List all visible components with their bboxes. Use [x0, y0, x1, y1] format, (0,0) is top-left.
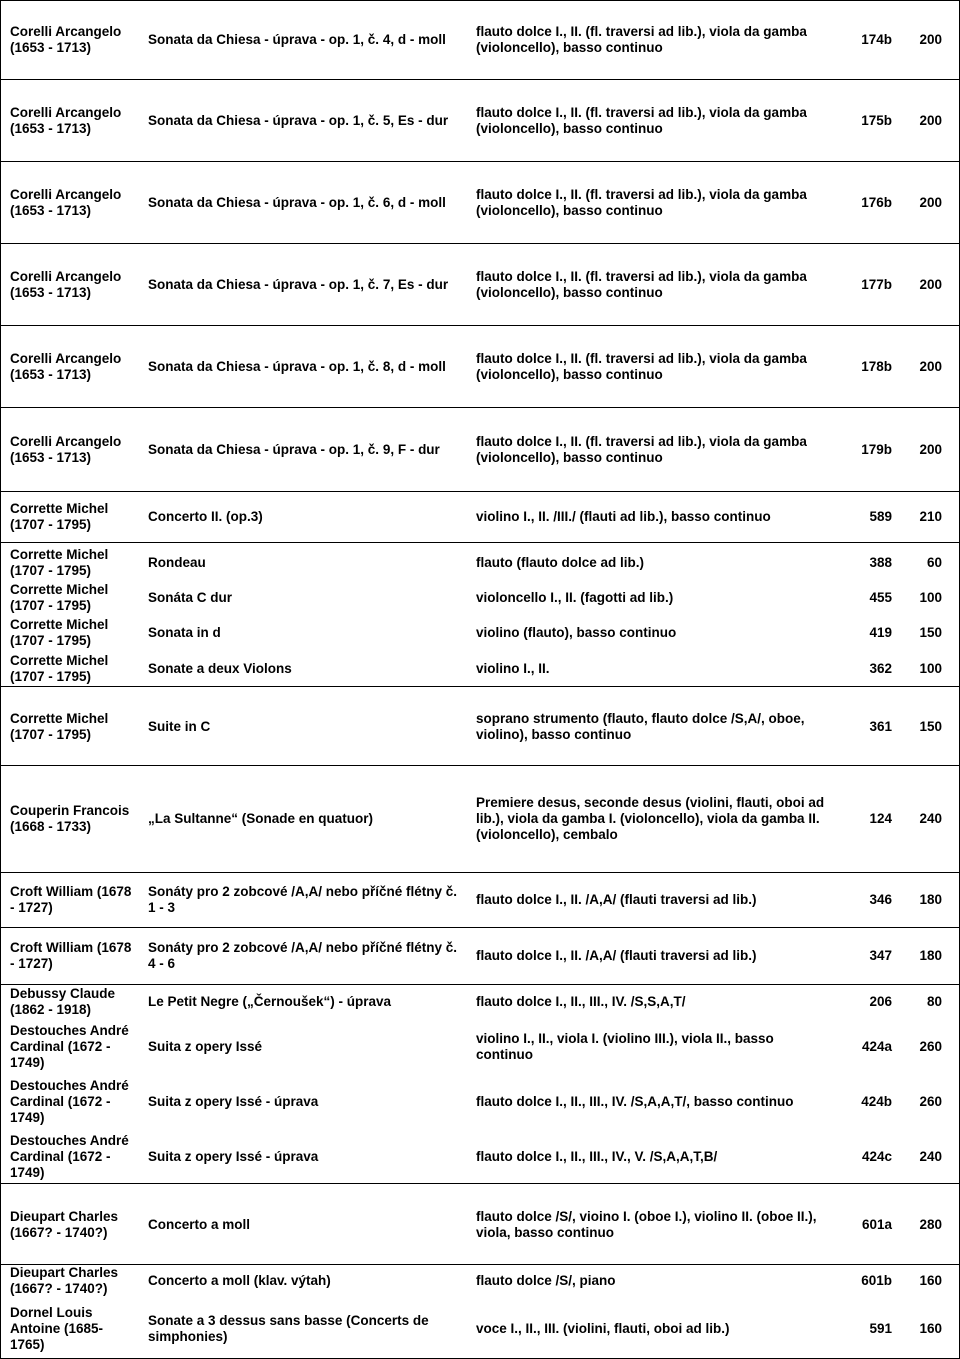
- table-row: [0, 408, 960, 491]
- table-row: [0, 326, 960, 407]
- duration-cell: [898, 1020, 942, 1074]
- catalog-number-cell-text: 176b: [861, 194, 892, 210]
- composer-cell-text: Corrette Michel (1707 - 1795): [10, 547, 109, 578]
- composer-cell-text: Corelli Arcangelo (1653 - 1713): [10, 23, 122, 55]
- table-row: [0, 651, 960, 686]
- instruments-cell: [476, 1185, 826, 1264]
- title-cell-text: Sonata da Chiesa - úprava - op. 1, č. 9, F - dur: [148, 441, 440, 457]
- duration-cell-text: 150: [919, 625, 942, 640]
- instruments-cell-text: flauto dolce I., II. (fl. traversi ad lib.), viola da gamba (violoncello), basso continuo: [476, 433, 807, 465]
- instruments-cell-text: violino I., II.: [476, 660, 550, 676]
- catalog-number-cell-text: 424c: [861, 1148, 892, 1164]
- table-row: [0, 1075, 960, 1129]
- catalog-number-cell-text: 179b: [861, 441, 892, 457]
- title-cell-text: Le Petit Negre („Černoušek“) - úprava: [148, 994, 392, 1009]
- composer-cell: [10, 581, 138, 615]
- catalog-number-cell: [820, 408, 892, 491]
- instruments-cell: [476, 0, 826, 79]
- composer-cell-text: Corelli Arcangelo (1653 - 1713): [10, 268, 122, 300]
- duration-cell: [898, 766, 942, 872]
- table-left-border: [0, 0, 1, 1359]
- duration-cell: [898, 651, 942, 686]
- duration-cell-text: 80: [926, 994, 942, 1009]
- duration-cell-text: 260: [919, 1039, 942, 1054]
- duration-cell-text: 180: [919, 892, 942, 907]
- instruments-cell: [476, 1020, 826, 1074]
- catalog-number-cell-text: 347: [869, 948, 892, 963]
- composer-cell: [10, 162, 138, 243]
- instruments-cell: [476, 326, 826, 407]
- instruments-cell: [476, 873, 826, 927]
- catalog-number-cell: [820, 688, 892, 765]
- title-cell: [148, 766, 466, 872]
- title-cell: [148, 0, 466, 79]
- title-cell: [148, 616, 466, 650]
- catalog-number-cell: [820, 651, 892, 686]
- title-cell: [148, 581, 466, 615]
- title-cell-text: Sonata da Chiesa - úprava - op. 1, č. 7, Es - dur: [148, 276, 449, 292]
- instruments-cell-text: violino I., II., viola I. (violino III.), viola II., basso continuo: [476, 1031, 774, 1062]
- title-cell: [148, 688, 466, 765]
- composer-cell-text: Corelli Arcangelo (1653 - 1713): [10, 350, 122, 382]
- instruments-cell: [476, 244, 826, 325]
- duration-cell-text: 240: [919, 1148, 942, 1164]
- catalog-number-cell-text: 455: [869, 590, 892, 605]
- instruments-cell: [476, 985, 826, 1019]
- table-row: [0, 766, 960, 872]
- duration-cell: [898, 688, 942, 765]
- duration-cell: [898, 873, 942, 927]
- title-cell-text: Suita z opery Issé: [148, 1039, 263, 1054]
- duration-cell-text: 240: [919, 811, 942, 826]
- row-divider: [0, 686, 960, 687]
- duration-cell: [898, 928, 942, 984]
- instruments-cell: [476, 581, 826, 615]
- table-row: [0, 928, 960, 984]
- catalog-number-cell: [820, 1130, 892, 1183]
- catalog-number-cell: [820, 985, 892, 1019]
- instruments-cell: [476, 688, 826, 765]
- catalog-number-cell-text: 601b: [861, 1273, 892, 1288]
- instruments-cell: [476, 1075, 826, 1129]
- title-cell-text: Sonate a 3 dessus sans basse (Concerts de simphonies): [148, 1312, 429, 1344]
- table-row: [0, 80, 960, 161]
- title-cell-text: Sonata da Chiesa - úprava - op. 1, č. 6, d - moll: [148, 194, 446, 210]
- composer-cell: [10, 80, 138, 161]
- catalog-number-cell: [820, 873, 892, 927]
- row-divider: [0, 1183, 960, 1184]
- composer-cell-text: Dieupart Charles (1667? - 1740?): [10, 1265, 119, 1296]
- instruments-cell-text: flauto dolce I., II. (fl. traversi ad lib.), viola da gamba (violoncello), basso continuo: [476, 268, 807, 300]
- title-cell-text: Sonata in d: [148, 625, 221, 640]
- duration-cell: [898, 162, 942, 243]
- title-cell: [148, 1185, 466, 1264]
- catalog-number-cell: [820, 1020, 892, 1074]
- title-cell-text: Sonáty pro 2 zobcové /A,A/ nebo příčné flétny č. 1 - 3: [148, 884, 458, 915]
- instruments-cell-text: flauto dolce I., II., III., IV. /S,S,A,T/: [476, 994, 686, 1009]
- duration-cell: [898, 244, 942, 325]
- catalog-number-cell-text: 346: [869, 892, 892, 907]
- instruments-cell: [476, 1265, 826, 1297]
- table-row: [0, 688, 960, 765]
- title-cell-text: Suita z opery Issé - úprava: [148, 1094, 319, 1109]
- instruments-cell-text: flauto dolce I., II. /A,A/ (flauti traversi ad lib.): [476, 948, 757, 963]
- instruments-cell-text: flauto dolce I., II. (fl. traversi ad lib.), viola da gamba (violoncello), basso continuo: [476, 186, 807, 218]
- duration-cell-text: 150: [919, 718, 942, 734]
- duration-cell: [898, 1298, 942, 1359]
- table-row: [0, 616, 960, 650]
- instruments-cell-text: flauto dolce I., II., III., IV., V. /S,A,A,T,B/: [476, 1148, 718, 1164]
- instruments-cell: [476, 80, 826, 161]
- table-row: [0, 162, 960, 243]
- composer-cell: [10, 928, 138, 984]
- catalog-number-cell: [820, 1075, 892, 1129]
- catalog-number-cell: [820, 80, 892, 161]
- duration-cell: [898, 616, 942, 650]
- duration-cell-text: 100: [919, 660, 942, 676]
- duration-cell: [898, 1185, 942, 1264]
- instruments-cell-text: flauto dolce /S/, piano: [476, 1273, 616, 1288]
- duration-cell: [898, 0, 942, 79]
- table-row: [0, 581, 960, 615]
- instruments-cell-text: Premiere desus, seconde desus (violini, flauti, oboi ad lib.), viola da gamba I. (violoncello), viola da gamba II. (violoncello), cembalo: [476, 795, 825, 842]
- title-cell-text: Sonate a deux Violons: [148, 660, 292, 676]
- duration-cell-text: 280: [919, 1216, 942, 1232]
- catalog-number-cell: [820, 1298, 892, 1359]
- composer-cell: [10, 492, 138, 542]
- instruments-cell-text: violino I., II. /III./ (flauti ad lib.), basso continuo: [476, 509, 771, 524]
- composer-cell-text: Corelli Arcangelo (1653 - 1713): [10, 433, 122, 465]
- duration-cell-text: 200: [919, 441, 942, 457]
- title-cell: [148, 408, 466, 491]
- composer-cell-text: Dieupart Charles (1667? - 1740?): [10, 1208, 119, 1240]
- title-cell: [148, 1020, 466, 1074]
- title-cell: [148, 1298, 466, 1359]
- composer-cell: [10, 766, 138, 872]
- duration-cell: [898, 326, 942, 407]
- catalog-number-cell-text: 361: [869, 718, 892, 734]
- catalog-number-cell-text: 601a: [861, 1216, 892, 1232]
- composer-cell-text: Destouches André Cardinal (1672 - 1749): [10, 1023, 129, 1070]
- composer-cell-text: Corrette Michel (1707 - 1795): [10, 710, 109, 742]
- title-cell-text: Sonáty pro 2 zobcové /A,A/ nebo příčné flétny č. 4 - 6: [148, 940, 458, 971]
- title-cell: [148, 928, 466, 984]
- duration-cell-text: 180: [919, 948, 942, 963]
- instruments-cell-text: violino (flauto), basso continuo: [476, 625, 677, 640]
- catalog-number-cell-text: 388: [869, 555, 892, 570]
- row-divider: [0, 542, 960, 543]
- catalog-number-cell-text: 362: [869, 660, 892, 676]
- duration-cell: [898, 1075, 942, 1129]
- composer-cell: [10, 1020, 138, 1074]
- composer-cell-text: Corrette Michel (1707 - 1795): [10, 501, 109, 532]
- duration-cell-text: 200: [919, 358, 942, 374]
- composer-cell-text: Couperin Francois (1668 - 1733): [10, 803, 130, 834]
- title-cell: [148, 985, 466, 1019]
- composer-cell-text: Dornel Louis Antoine (1685- 1765): [10, 1304, 104, 1352]
- composer-cell: [10, 244, 138, 325]
- duration-cell-text: 100: [919, 590, 942, 605]
- title-cell-text: Rondeau: [148, 555, 206, 570]
- title-cell: [148, 873, 466, 927]
- composer-cell: [10, 408, 138, 491]
- composer-cell: [10, 985, 138, 1019]
- catalog-number-cell-text: 419: [869, 625, 892, 640]
- catalog-number-cell: [820, 581, 892, 615]
- duration-cell-text: 60: [926, 555, 942, 570]
- title-cell-text: Sonáta C dur: [148, 590, 233, 605]
- catalog-number-cell-text: 424a: [861, 1039, 892, 1054]
- instruments-cell: [476, 1298, 826, 1359]
- duration-cell-text: 200: [919, 31, 942, 47]
- table-row: [0, 1185, 960, 1264]
- duration-cell: [898, 80, 942, 161]
- duration-cell-text: 260: [919, 1094, 942, 1109]
- title-cell-text: Suita z opery Issé - úprava: [148, 1148, 319, 1164]
- duration-cell: [898, 546, 942, 580]
- catalog-number-cell-text: 206: [869, 994, 892, 1009]
- title-cell-text: „La Sultanne“ (Sonade en quatuor): [148, 811, 374, 826]
- instruments-cell-text: flauto dolce I., II. (fl. traversi ad lib.), viola da gamba (violoncello), basso continuo: [476, 350, 807, 382]
- composer-cell-text: Corrette Michel (1707 - 1795): [10, 582, 109, 613]
- composer-cell-text: Destouches André Cardinal (1672 - 1749): [10, 1132, 129, 1180]
- title-cell: [148, 162, 466, 243]
- duration-cell: [898, 408, 942, 491]
- title-cell-text: Sonata da Chiesa - úprava - op. 1, č. 5, Es - dur: [148, 112, 449, 128]
- duration-cell-text: 160: [919, 1320, 942, 1336]
- composer-cell-text: Croft William (1678 - 1727): [10, 884, 132, 915]
- instruments-cell-text: flauto dolce I., II., III., IV. /S,A,A,T/, basso continuo: [476, 1094, 794, 1109]
- composer-cell-text: Corelli Arcangelo (1653 - 1713): [10, 186, 122, 218]
- title-cell-text: Concerto II. (op.3): [148, 509, 263, 524]
- composer-cell-text: Corrette Michel (1707 - 1795): [10, 617, 109, 648]
- instruments-cell-text: flauto (flauto dolce ad lib.): [476, 555, 644, 570]
- instruments-cell-text: flauto dolce /S/, vioino I. (oboe I.), violino II. (oboe II.), viola, basso continuo: [476, 1208, 817, 1240]
- table-row: [0, 0, 960, 79]
- catalog-number-cell: [820, 546, 892, 580]
- duration-cell-text: 200: [919, 276, 942, 292]
- duration-cell-text: 210: [919, 509, 942, 524]
- composer-cell: [10, 651, 138, 686]
- title-cell-text: Sonata da Chiesa - úprava - op. 1, č. 8, d - moll: [148, 358, 446, 374]
- composer-cell: [10, 546, 138, 580]
- composer-cell: [10, 0, 138, 79]
- catalog-number-cell: [820, 0, 892, 79]
- title-cell: [148, 1265, 466, 1297]
- instruments-cell-text: violoncello I., II. (fagotti ad lib.): [476, 590, 674, 605]
- instruments-cell: [476, 651, 826, 686]
- instruments-cell-text: soprano strumento (flauto, flauto dolce /S,A/, oboe, violino), basso continuo: [476, 710, 805, 742]
- instruments-cell-text: voce I., II., III. (violini, flauti, oboi ad lib.): [476, 1320, 730, 1336]
- catalog-number-cell: [820, 616, 892, 650]
- composer-cell: [10, 1298, 138, 1359]
- composer-cell: [10, 1185, 138, 1264]
- table-row: [0, 244, 960, 325]
- duration-cell: [898, 985, 942, 1019]
- composer-cell: [10, 1075, 138, 1129]
- composer-cell: [10, 1130, 138, 1183]
- table-row: [0, 1298, 960, 1359]
- table-top-border: [0, 0, 960, 1]
- composer-cell: [10, 688, 138, 765]
- instruments-cell: [476, 766, 826, 872]
- catalog-number-cell-text: 589: [869, 509, 892, 524]
- table-row: [0, 985, 960, 1019]
- catalog-number-cell: [820, 162, 892, 243]
- catalog-number-cell: [820, 1265, 892, 1297]
- instruments-cell: [476, 928, 826, 984]
- catalog-number-cell-text: 177b: [861, 276, 892, 292]
- instruments-cell-text: flauto dolce I., II. (fl. traversi ad lib.), viola da gamba (violoncello), basso continuo: [476, 104, 807, 136]
- duration-cell: [898, 1130, 942, 1183]
- title-cell-text: Concerto a moll: [148, 1216, 251, 1232]
- composer-cell-text: Corelli Arcangelo (1653 - 1713): [10, 104, 122, 136]
- title-cell: [148, 326, 466, 407]
- table-row: [0, 1020, 960, 1074]
- table-row: [0, 873, 960, 927]
- table-row: [0, 1130, 960, 1183]
- title-cell: [148, 244, 466, 325]
- duration-cell-text: 160: [919, 1273, 942, 1288]
- catalog-number-cell-text: 174b: [861, 31, 892, 47]
- title-cell: [148, 546, 466, 580]
- catalog-number-cell-text: 424b: [861, 1094, 892, 1109]
- catalog-number-cell-text: 178b: [861, 358, 892, 374]
- duration-cell-text: 200: [919, 194, 942, 210]
- composer-cell-text: Croft William (1678 - 1727): [10, 940, 132, 971]
- composer-cell-text: Destouches André Cardinal (1672 - 1749): [10, 1078, 129, 1125]
- catalog-number-cell-text: 591: [869, 1320, 892, 1336]
- instruments-cell: [476, 162, 826, 243]
- title-cell-text: Concerto a moll (klav. výtah): [148, 1273, 331, 1288]
- duration-cell: [898, 492, 942, 542]
- composer-cell: [10, 326, 138, 407]
- title-cell: [148, 651, 466, 686]
- composer-cell-text: Debussy Claude (1862 - 1918): [10, 986, 116, 1017]
- instruments-cell-text: flauto dolce I., II. (fl. traversi ad lib.), viola da gamba (violoncello), basso continuo: [476, 23, 807, 55]
- duration-cell-text: 200: [919, 112, 942, 128]
- title-cell-text: Suite in C: [148, 718, 211, 734]
- instruments-cell-text: flauto dolce I., II. /A,A/ (flauti traversi ad lib.): [476, 892, 757, 907]
- duration-cell: [898, 581, 942, 615]
- title-cell: [148, 80, 466, 161]
- instruments-cell: [476, 492, 826, 542]
- composer-cell: [10, 616, 138, 650]
- composer-cell-text: Corrette Michel (1707 - 1795): [10, 652, 109, 684]
- composer-cell: [10, 873, 138, 927]
- table-row: [0, 546, 960, 580]
- composer-cell: [10, 1265, 138, 1297]
- title-cell: [148, 1075, 466, 1129]
- title-cell: [148, 492, 466, 542]
- catalog-number-cell: [820, 326, 892, 407]
- duration-cell: [898, 1265, 942, 1297]
- instruments-cell: [476, 408, 826, 491]
- catalog-number-cell: [820, 766, 892, 872]
- instruments-cell: [476, 1130, 826, 1183]
- catalog-number-cell: [820, 1185, 892, 1264]
- catalog-number-cell-text: 175b: [861, 112, 892, 128]
- table-row: [0, 492, 960, 542]
- title-cell-text: Sonata da Chiesa - úprava - op. 1, č. 4, d - moll: [148, 31, 446, 47]
- catalog-number-cell: [820, 492, 892, 542]
- table-row: [0, 1265, 960, 1297]
- instruments-cell: [476, 546, 826, 580]
- catalog-number-cell: [820, 244, 892, 325]
- title-cell: [148, 1130, 466, 1183]
- instruments-cell: [476, 616, 826, 650]
- catalog-number-cell-text: 124: [869, 811, 892, 826]
- catalog-number-cell: [820, 928, 892, 984]
